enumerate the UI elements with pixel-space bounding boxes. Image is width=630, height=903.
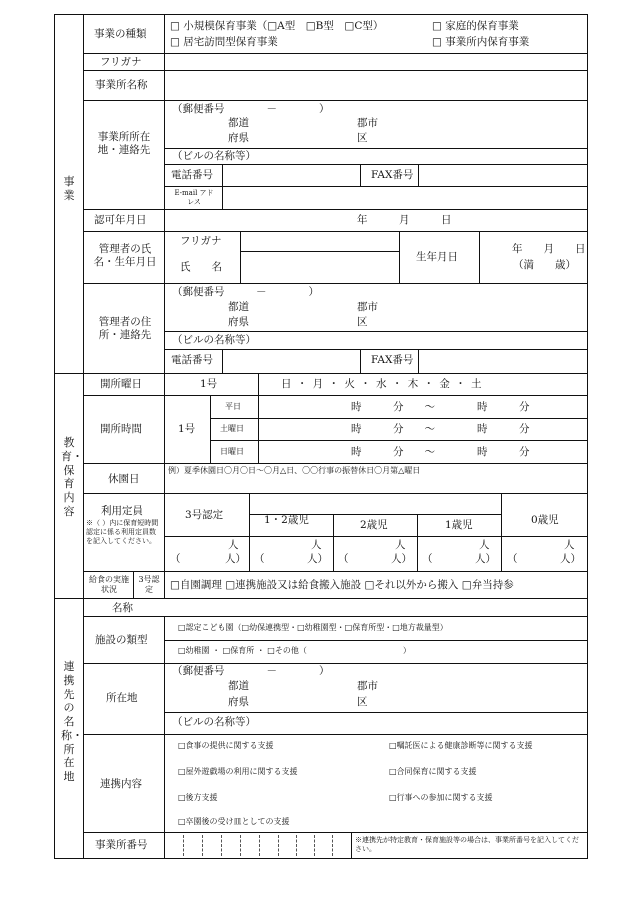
manager-birth-date: 年 月 日: [512, 243, 586, 255]
partner-city-line: 郡市: [357, 680, 378, 692]
open-days-cert: 1号: [200, 378, 218, 390]
phone-label: 電話番号: [171, 169, 213, 181]
manager-furigana-label: フリガナ: [180, 235, 222, 247]
manager-address-label: 管理者の住所・連絡先: [98, 316, 152, 342]
prefecture-line: 都道: [228, 117, 249, 129]
manager-fax-label: FAX番号: [371, 354, 414, 366]
capacity-short-open: （: [170, 553, 181, 565]
manager-city-line: 郡市: [357, 301, 378, 313]
business-type-option[interactable]: □ 事業所内保育事業: [432, 36, 530, 48]
weekday-time: 時 分 ～ 時 分: [351, 401, 530, 413]
fax-label: FAX番号: [371, 169, 414, 181]
capacity-note: ※（ ）内に保育短時間認定に係る利用定員数を記入してください。: [86, 519, 159, 545]
open-hours-label: 開所時間: [100, 423, 142, 435]
partner-building-line: （ビルの名称等）: [172, 716, 256, 728]
manager-postal-line: （郵便番号 － ）: [172, 286, 319, 298]
age2-header: 2歳児: [360, 519, 388, 531]
capacity-short-open: （: [254, 553, 265, 565]
facility-type-option[interactable]: □幼稚園 ・ □保育所 ・ □その他（ ）: [178, 646, 411, 655]
saturday-label: 土曜日: [220, 424, 244, 433]
age12-header: 1・2歳児: [264, 514, 309, 526]
capacity-unit: 人: [395, 539, 406, 551]
capacity-unit: 人: [311, 539, 322, 551]
building-name-line: （ビルの名称等）: [172, 150, 256, 162]
support-option[interactable]: □卒園後の受け皿としての支援: [178, 817, 290, 826]
office-number-note: ※連携先が特定教育・保育施設等の場合は、事業所番号を記入してください。: [355, 836, 579, 854]
partner-address-label: 所在地: [106, 692, 138, 704]
city-line: 郡市: [357, 117, 378, 129]
permit-date-value: 年 月 日: [357, 214, 452, 226]
manager-ward-line: 区: [357, 316, 368, 328]
age0-header: 0歳児: [531, 514, 559, 526]
capacity-unit: 人: [564, 539, 575, 551]
manager-phone-label: 電話番号: [171, 354, 213, 366]
age1-header: 1歳児: [445, 519, 473, 531]
meal-label: 給食の実施状況: [89, 575, 129, 594]
partner-name-label: 名称: [112, 602, 133, 614]
business-type-option[interactable]: □ 家庭的保育事業: [432, 20, 519, 32]
partner-prefecture-line: 府県: [228, 696, 249, 708]
office-number-label: 事業所番号: [95, 839, 148, 851]
office-name-label: 事業所名称: [95, 79, 148, 91]
manager-name-label: 管理者の氏名・生年月日: [93, 243, 157, 269]
open-days-label: 開所曜日: [100, 378, 142, 390]
sunday-time: 時 分 ～ 時 分: [351, 446, 530, 458]
support-option[interactable]: □嘱託医による健康診断等に関する支援: [389, 741, 533, 750]
meal-cert-label: 3号認定: [138, 575, 160, 594]
capacity-short-close: 人）: [475, 553, 496, 565]
open-hours-cert: 1号: [178, 423, 196, 435]
sunday-label: 日曜日: [220, 447, 244, 456]
partner-prefecture-line: 都道: [228, 680, 249, 692]
manager-prefecture-line: 府県: [228, 316, 249, 328]
support-option[interactable]: □行事への参加に関する支援: [389, 793, 493, 802]
capacity-short-close: 人）: [307, 553, 328, 565]
permit-date-label: 認可年月日: [94, 214, 147, 226]
ward-line: 区: [357, 132, 368, 144]
office-address-label: 事業所所在地・連絡先: [97, 131, 151, 157]
capacity-short-open: （: [422, 553, 433, 565]
capacity-short-open: （: [338, 553, 349, 565]
business-type-label: 事業の種類: [94, 28, 147, 40]
partner-postal-line: （郵便番号 － ）: [172, 665, 330, 677]
section-label-jigyo: 事業: [63, 175, 75, 202]
support-option[interactable]: □食事の提供に関する支援: [178, 741, 274, 750]
business-type-option[interactable]: □ 小規模保育事業（□A型 □B型 □C型）: [170, 20, 384, 32]
support-option[interactable]: □屋外遊戯場の利用に関する支援: [178, 767, 298, 776]
meal-options[interactable]: □自園調理 □連携施設又は給食搬入施設 □それ以外から搬入 □弁当持参: [170, 579, 514, 591]
section-label-renkei: 連携先の名称・所在地: [61, 660, 83, 783]
facility-type-label: 施設の類型: [95, 634, 148, 646]
furigana-label: フリガナ: [100, 56, 142, 68]
capacity-short-close: 人）: [225, 553, 246, 565]
capacity-label: 利用定員: [101, 505, 143, 517]
section-label-kyoiku: 教育・保育内容: [61, 436, 83, 518]
partner-content-label: 連携内容: [100, 778, 142, 790]
email-label: E-mail アドレス: [174, 189, 214, 206]
holiday-example: 例）夏季休園日〇月〇日～〇月△日、〇〇行事の振替休日〇月第△曜日: [168, 466, 421, 475]
weekday-label: 平日: [225, 402, 241, 411]
facility-type-option[interactable]: □認定こども園（□幼保連携型・□幼稚園型・□保育所型・□地方裁量型）: [178, 623, 448, 632]
manager-prefecture-line: 都道: [228, 301, 249, 313]
manager-age: （満 歳）: [513, 259, 576, 271]
capacity-short-close: 人）: [560, 553, 581, 565]
postal-code-line: （郵便番号 － ）: [172, 103, 330, 115]
support-option[interactable]: □合同保育に関する支援: [389, 767, 477, 776]
capacity-unit: 人: [479, 539, 490, 551]
support-option[interactable]: □後方支援: [178, 793, 218, 802]
capacity-short-open: （: [507, 553, 518, 565]
manager-building-line: （ビルの名称等）: [172, 334, 256, 346]
capacity-short-close: 人）: [391, 553, 412, 565]
manager-name-field-label: 氏 名: [180, 261, 222, 273]
capacity-unit: 人: [228, 539, 239, 551]
cert3-header: 3号認定: [185, 509, 224, 521]
saturday-time: 時 分 ～ 時 分: [351, 423, 530, 435]
prefecture-line: 府県: [228, 132, 249, 144]
partner-ward-line: 区: [357, 696, 368, 708]
business-type-option[interactable]: □ 居宅訪問型保育事業: [170, 36, 278, 48]
manager-birth-label: 生年月日: [416, 251, 458, 263]
holiday-label: 休園日: [108, 473, 140, 485]
open-days-list[interactable]: 日 ・ 月 ・ 火 ・ 水 ・ 木 ・ 金 ・ 土: [281, 378, 482, 390]
